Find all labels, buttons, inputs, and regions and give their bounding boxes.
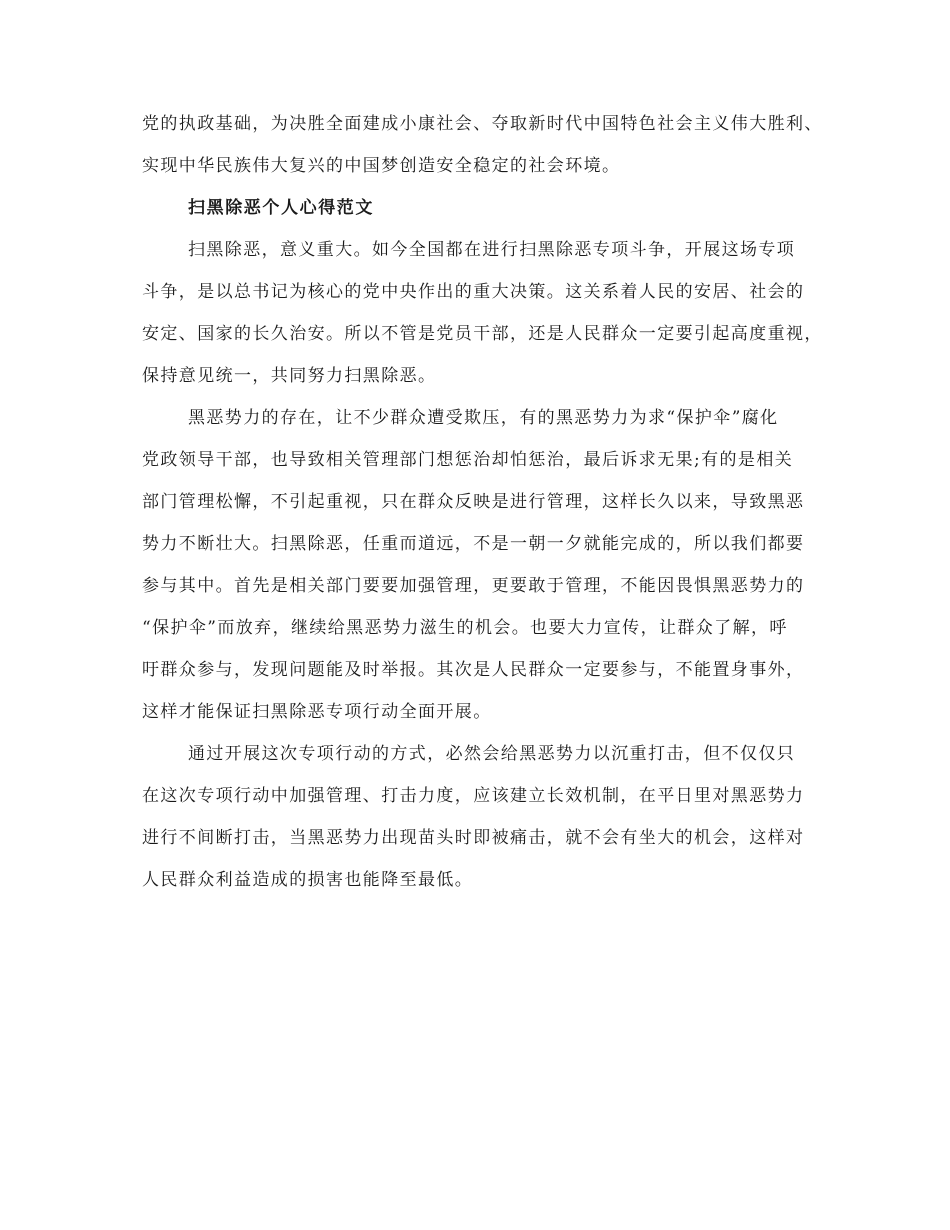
- paragraph-line: 参与其中。首先是相关部门要要加强管理，更要敢于管理，不能因畏惧黑恶势力的: [142, 576, 805, 596]
- paragraph-line: 这样才能保证扫黑除恶专项行动全面开展。: [142, 702, 492, 722]
- section-heading: 扫黑除恶个人心得范文: [188, 198, 374, 218]
- paragraph-line: 人民群众利益造成的损害也能降至最低。: [142, 870, 474, 890]
- paragraph-line: 斗争，是以总书记为核心的党中央作出的重大决策。这关系着人民的安居、社会的: [142, 282, 805, 302]
- paragraph-line: 扫黑除恶，意义重大。如今全国都在进行扫黑除恶专项斗争，开展这场专项: [188, 240, 796, 260]
- paragraph-line: 势力不断壮大。扫黑除恶，任重而道远，不是一朝一夕就能完成的，所以我们都要: [142, 534, 805, 554]
- paragraph-line: 部门管理松懈，不引起重视，只在群众反映是进行管理，这样长久以来，导致黑恶: [142, 492, 805, 512]
- paragraph-line: 黑恶势力的存在，让不少群众遭受欺压，有的黑恶势力为求“保护伞”腐化: [188, 408, 779, 428]
- paragraph-line: 在这次专项行动中加强管理、打击力度，应该建立长效机制，在平日里对黑恶势力: [142, 786, 805, 806]
- paragraph-line: 通过开展这次专项行动的方式，必然会给黑恶势力以沉重打击，但不仅仅只: [188, 744, 796, 764]
- intro-line: 党的执政基础，为决胜全面建成小康社会、夺取新时代中国特色社会主义伟大胜利、: [142, 114, 823, 134]
- paragraph-line: 进行不间断打击，当黑恶势力出现苗头时即被痛击，就不会有坐大的机会，这样对: [142, 828, 805, 848]
- paragraph-line: 吁群众参与，发现问题能及时举报。其次是人民群众一定要参与，不能置身事外，: [142, 660, 805, 680]
- intro-line: 实现中华民族伟大复兴的中国梦创造安全稳定的社会环境。: [142, 156, 621, 176]
- paragraph-line: 安定、国家的长久治安。所以不管是党员干部，还是人民群众一定要引起高度重视，: [142, 324, 823, 344]
- paragraph-line: 党政领导干部，也导致相关管理部门想惩治却怕惩治，最后诉求无果;有的是相关: [142, 450, 794, 470]
- paragraph-line: 保持意见统一，共同努力扫黑除恶。: [142, 366, 437, 386]
- paragraph-line: “保护伞”而放弃，继续给黑恶势力滋生的机会。也要大力宣传，让群众了解，呼: [142, 618, 788, 638]
